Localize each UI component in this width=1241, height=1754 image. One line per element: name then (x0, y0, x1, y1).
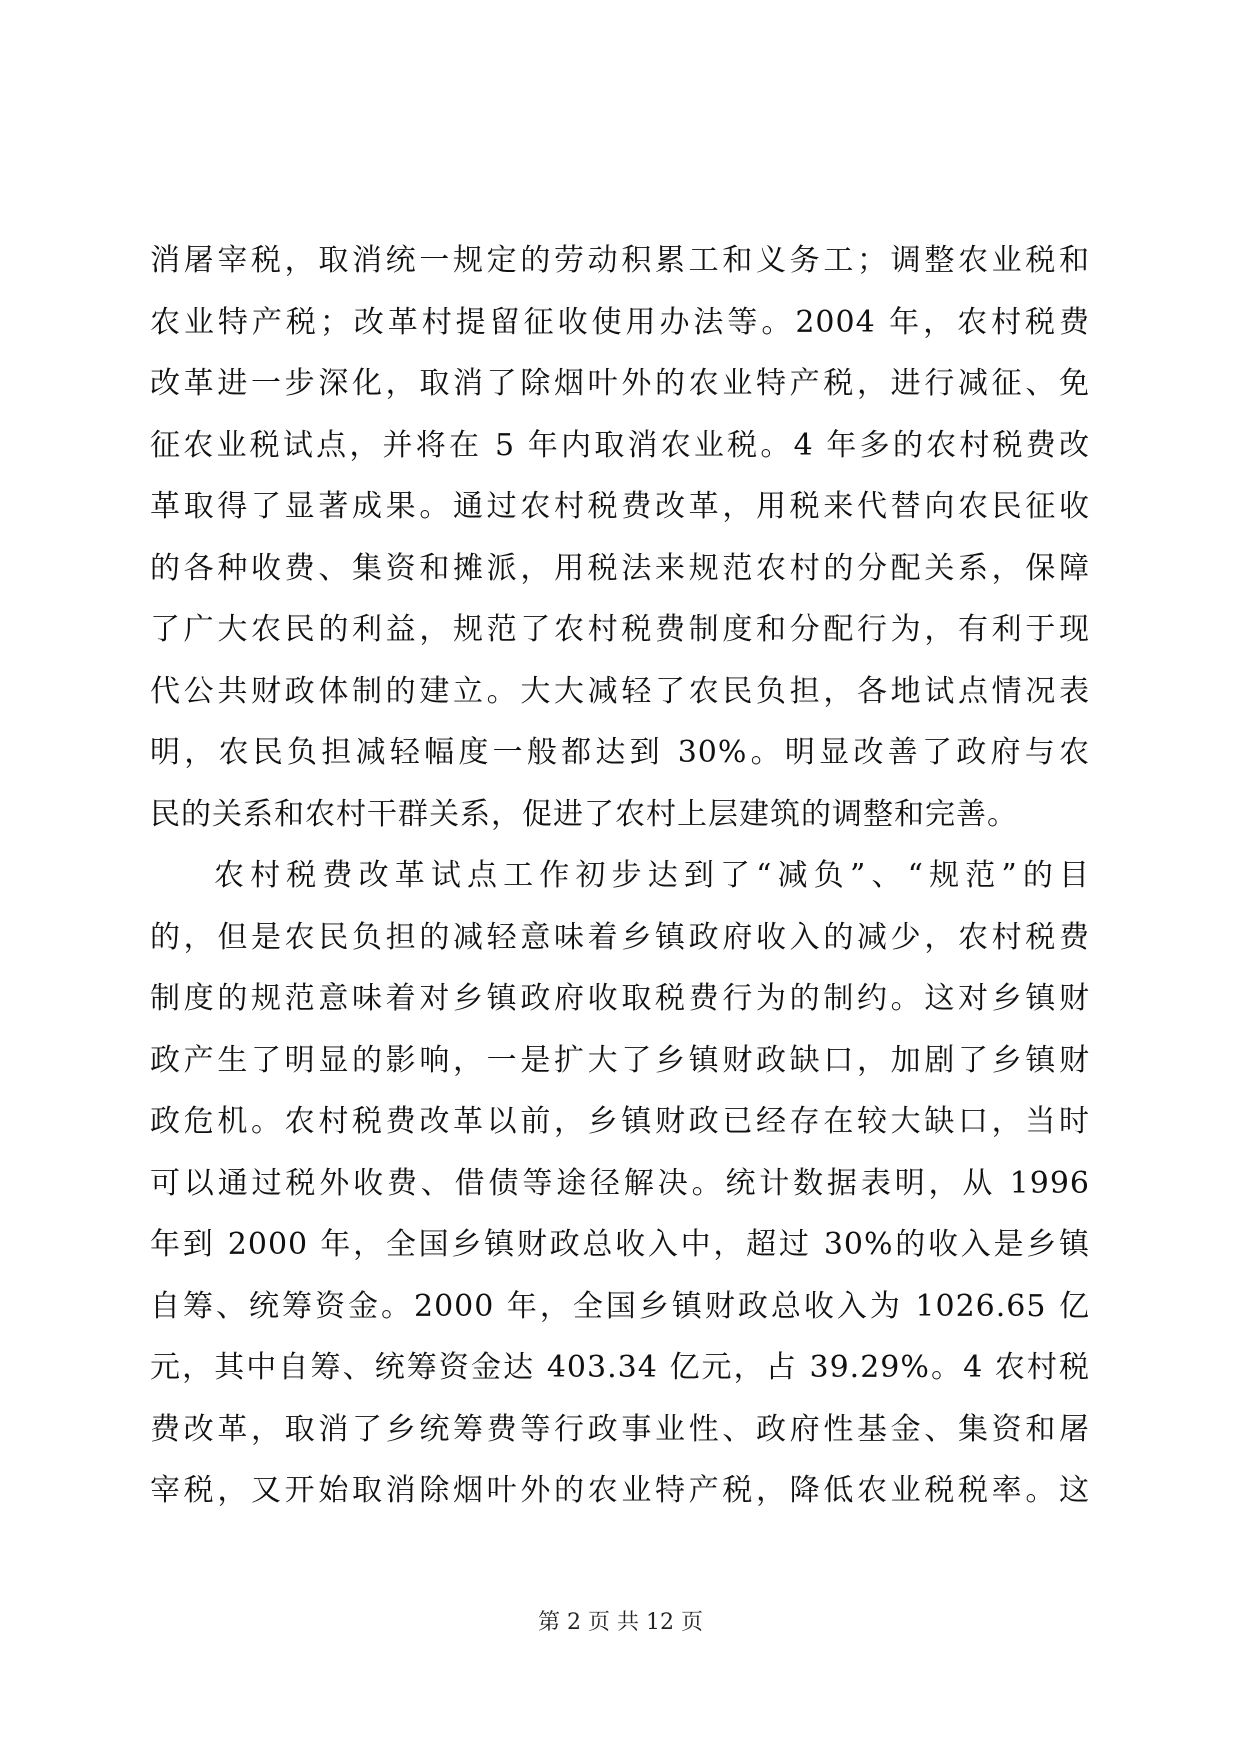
text-line: 政产生了明显的影响，一是扩大了乡镇财政缺口，加剧了乡镇财 (150, 1042, 1090, 1078)
text-line: 革取得了显著成果。通过农村税费改革，用税来代替向农民征收 (150, 489, 1090, 524)
text-line: 元，其中自筹、统筹资金达 403.34 亿元，占 39.29%。4 农村税 (150, 1350, 1090, 1385)
text-line: 消屠宰税，取消统一规定的劳动积累工和义务工；调整农业税和 (150, 243, 1090, 278)
text-line: 制度的规范意味着对乡镇政府收取税费行为的制约。这对乡镇财 (150, 981, 1090, 1016)
text-line: 年到 2000 年，全国乡镇财政总收入中，超过 30%的收入是乡镇 (150, 1227, 1090, 1262)
text-line: 代公共财政体制的建立。大大减轻了农民负担，各地试点情况表 (150, 673, 1090, 709)
body-text (150, 230, 1090, 1522)
paragraph-1 (150, 230, 1090, 845)
text-line: 农业特产税；改革村提留征收使用办法等。2004 年，农村税费 (150, 304, 1090, 340)
text-line: 明，农民负担减轻幅度一般都达到 30%。明显改善了政府与农 (150, 735, 1090, 770)
text-line: 的，但是农民负担的减轻意味着乡镇政府收入的减少，农村税费 (150, 919, 1090, 955)
text-line: 了广大农民的利益，规范了农村税费制度和分配行为，有利于现 (150, 612, 1090, 647)
text-line: 民的关系和农村干群关系，促进了农村上层建筑的调整和完善。 (150, 796, 1018, 832)
text-line: 的各种收费、集资和摊派，用税法来规范农村的分配关系，保障 (150, 550, 1090, 586)
text-line: 征农业税试点，并将在 5 年内取消农业税。4 年多的农村税费改 (150, 427, 1090, 463)
text-line: 宰税，又开始取消除烟叶外的农业特产税，降低农业税税率。这 (150, 1473, 1090, 1508)
paragraph-2 (150, 845, 1090, 1522)
text-line: 改革进一步深化，取消了除烟叶外的农业特产税，进行减征、免 (150, 366, 1090, 401)
text-line: 农村税费改革试点工作初步达到了“减负”、“规范”的目 (214, 858, 1090, 893)
text-line: 费改革，取消了乡统筹费等行政事业性、政府性基金、集资和屠 (150, 1411, 1090, 1447)
text-line: 可以通过税外收费、借债等途径解决。统计数据表明，从 1996 (150, 1165, 1090, 1201)
page-number-footer: 第 2 页 共 12 页 (538, 1610, 703, 1635)
text-line: 政危机。农村税费改革以前，乡镇财政已经存在较大缺口，当时 (150, 1104, 1090, 1139)
text-line: 自筹、统筹资金。2000 年，全国乡镇财政总收入为 1026.65 亿 (150, 1288, 1090, 1324)
